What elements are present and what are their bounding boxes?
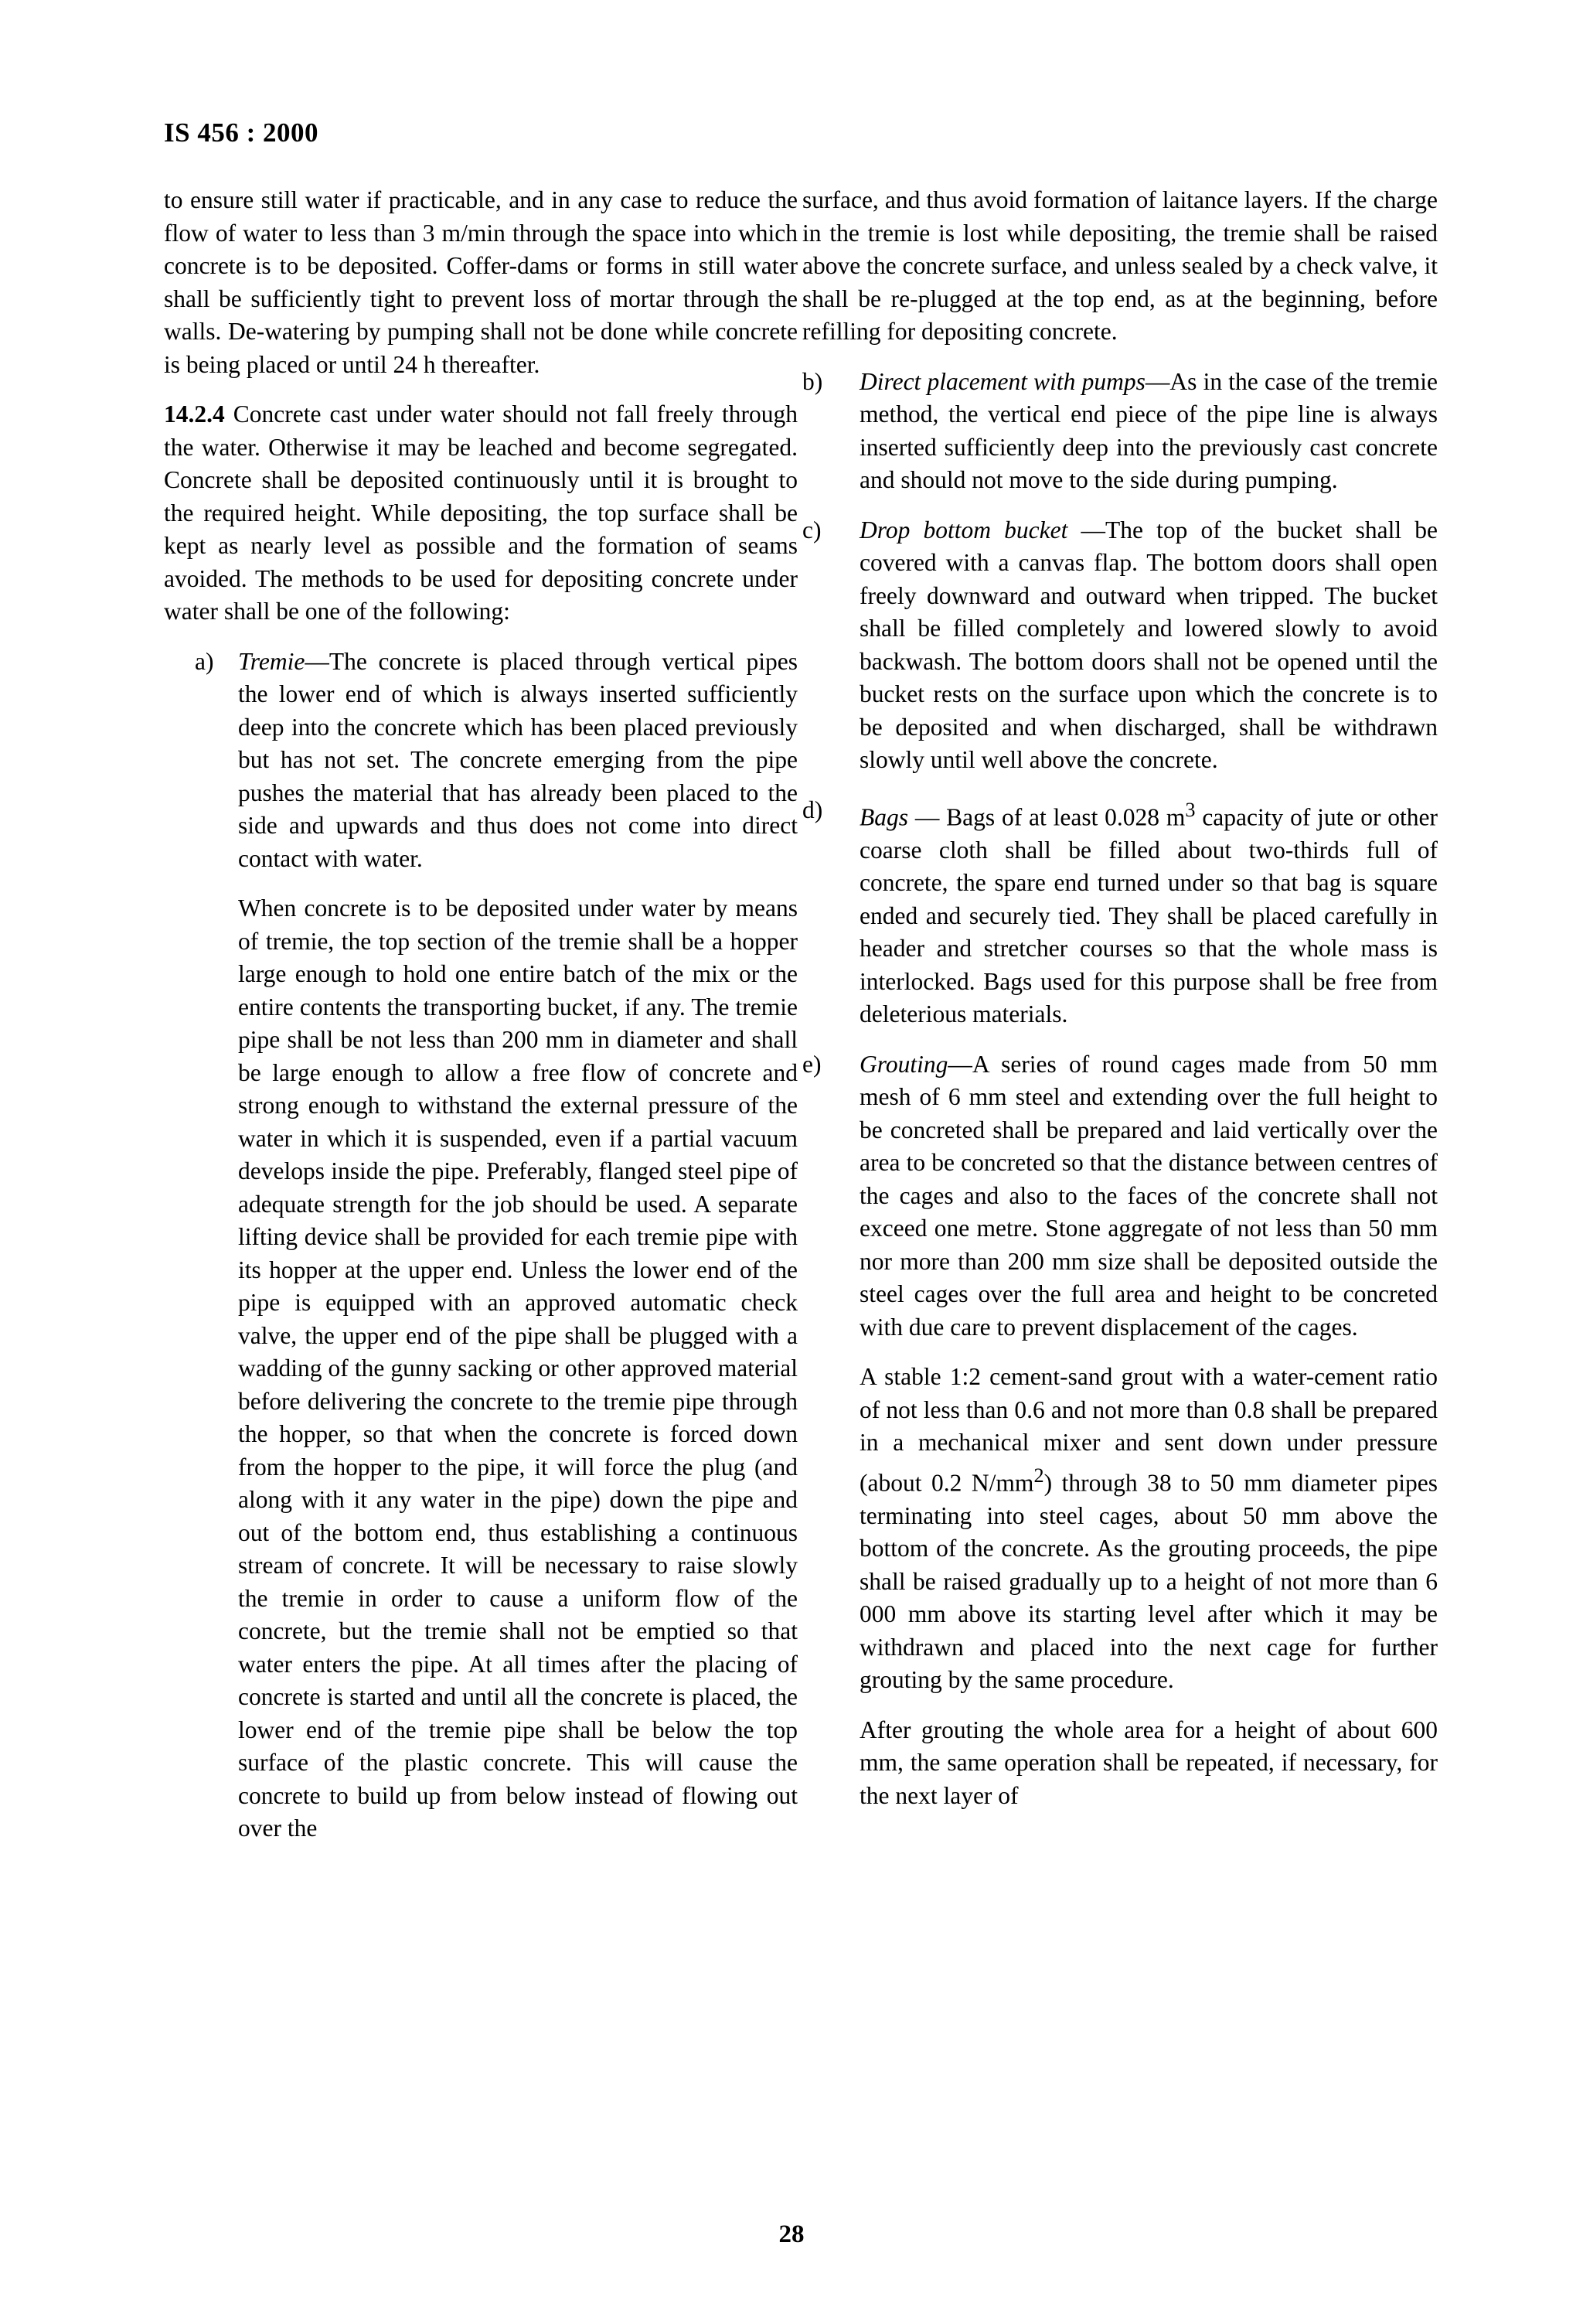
list-item-pumps xyxy=(802,366,1438,497)
standard-header: IS 456 : 2000 xyxy=(164,118,318,148)
clause-text: Concrete cast under water should not fall freely through the water. Otherwise it may be leached and become segregated. Concrete shall be deposited continuously until it is brought to the required height. While depositing, the top surface shall be kept as nearly level as possible and the formation of seams avoided. The methods to be used for depositing concrete under water shall be one of the following: xyxy=(164,400,798,625)
paragraph-continuation: surface, and thus avoid formation of laitance layers. If the charge in the tremie is lost while depositing, the tremie shall be raised above the concrete surface, and unless sealed by a check valve, it shall be re-plugged at the top end, as at the beginning, before refilling for depositing concrete. xyxy=(802,186,1438,345)
list-label: a) xyxy=(195,647,214,675)
item-text: —The concrete is placed through vertical pipes the lower end of which is always inserted sufficiently deep into the concrete which has been placed previously but has not set. The concrete emerging from the pipe pushes the material that has already been placed to the side and upwards and thus does not come into direct contact with water. xyxy=(238,647,798,872)
left-column xyxy=(164,184,798,1862)
clause-number: 14.2.4 xyxy=(164,400,225,428)
paragraph-still-water: to ensure still water if practicable, and in any case to reduce the flow of water to less than 3 m/min through the space into which concrete is to be deposited. Coffer-dams or forms in still water shall be sufficiently tight to prevent loss of mortar through the walls. De-watering by pumping shall not be done while concrete is being placed or until 24 h thereafter. xyxy=(164,186,798,378)
pumps-text xyxy=(860,366,1438,497)
item-title: Grouting xyxy=(860,1050,948,1078)
superscript: 2 xyxy=(1033,1464,1044,1487)
grout-repeat-text: After grouting the whole area for a height of about 600 mm, the same operation shall be repeated, if necessary, for the next layer of xyxy=(860,1716,1438,1809)
list-label: e) xyxy=(802,1050,822,1078)
item-text-cont: capacity of jute or other coarse cloth shall be filled about two-thirds full of concrete, the spare end turned under so that bag is square ended and securely tied. They shall be placed carefully in header and stretcher courses so that the whole mass is interlocked. Bags used for this purpose shall be free from deleterious materials. xyxy=(860,803,1438,1027)
list-label: b) xyxy=(802,367,823,395)
item-title: Direct placement with pumps xyxy=(860,367,1146,395)
right-column xyxy=(802,184,1438,1829)
list-item-bags xyxy=(802,794,1438,1031)
list-item-grouting xyxy=(802,1048,1438,1813)
list-item-tremie xyxy=(164,646,798,1845)
page-number: 28 xyxy=(778,2220,805,2248)
item-text: —A series of round cages made from 50 mm mesh of 6 mm steel and extending over the full height to be concreted shall be prepared and laid vertically over the area to be concreted so that the distance between centres of the cages and also to the faces of the concrete shall not exceed one metre. Stone aggregate of not less than 50 mm nor more than 200 mm size shall be deposited outside the steel cages over the full area and height to be concreted with due care to prevent displacement of the cages. xyxy=(860,1050,1438,1341)
item-text: —As in the case of the tremie method, the vertical end piece of the pipe line is always inserted sufficiently deep into the previously cast concrete and should not move to the side during pumping. xyxy=(860,367,1438,493)
item-title: Tremie xyxy=(238,647,305,675)
item-title: Drop bottom bucket xyxy=(860,516,1068,544)
grouting-text xyxy=(860,1048,1438,1344)
drop-bucket-text xyxy=(860,514,1438,777)
item-text: —The top of the bucket shall be covered with a canvas flap. The bottom doors shall open freely downward and outward when tripped. The bucket shall be filled completely and lowered slowly to avoid backwash. The bottom doors shall not be opened until the bucket rests on the surface upon which the concrete is to be deposited and when discharged, shall be withdrawn slowly until well above the concrete. xyxy=(860,516,1438,773)
tremie-definition xyxy=(238,646,798,876)
clause-14-2-4 xyxy=(164,398,798,629)
grout-text-a: A stable 1:2 cement-sand grout with a water-cement ratio of not less than 0.6 and not more than 0.8 shall be prepared in a mechanical mixer and sent down under pressure (about 0.2 N/mm xyxy=(860,1363,1438,1496)
grout-mix-text xyxy=(860,1361,1438,1697)
item-title: Bags xyxy=(860,803,908,830)
list-item-drop-bucket xyxy=(802,514,1438,777)
bags-text xyxy=(860,794,1438,1031)
tremie-procedure: When concrete is to be deposited under water by means of tremie, the top section of the tremie shall be a hopper large enough to hold one entire batch of the mix or the entire contents the transporting bucket, if any. The tremie pipe shall be not less than 200 mm in diameter and shall be large enough to allow a free flow of concrete and strong enough to withstand the external pressure of the water in which it is suspended, even if a partial vacuum develops inside the pipe. Preferably, flanged steel pipe of adequate strength for the job should be used. A separate lifting device shall be provided for each tremie pipe with its hopper at the upper end. Unless the lower end of the pipe is equipped with an approved automatic check valve, the upper end of the pipe shall be plugged with a wadding of the gunny sacking or other approved material before delivering the concrete to the tremie pipe through the hopper, so that when the concrete is forced down from the hopper to the pipe, it will force the plug (and along with it any water in the pipe) down the pipe and out of the bottom end, thus establishing a continuous stream of concrete. It will be necessary to raise slowly the tremie in order to cause a uniform flow of the concrete, but the tremie shall not be emptied so that water enters the pipe. At all times after the placing of concrete is started and until all the concrete is placed, the lower end of the tremie pipe shall be below the top surface of the plastic concrete. This will cause the concrete to build up from below instead of flowing out over the xyxy=(238,895,798,1842)
grout-text-b: ) through 38 to 50 mm diameter pipes terminating into steel cages, about 50 mm above the bottom of the concrete. As the grouting proceeds, the pipe shall be raised gradually up to a height of not more than 6 000 mm above its starting level after which it may be withdrawn and placed into the next cage for further grouting by the same procedure. xyxy=(860,1469,1438,1693)
list-label: c) xyxy=(802,516,822,544)
list-label: d) xyxy=(802,796,823,823)
item-text: — Bags of at least 0.028 m xyxy=(908,803,1186,830)
superscript: 3 xyxy=(1185,798,1196,821)
